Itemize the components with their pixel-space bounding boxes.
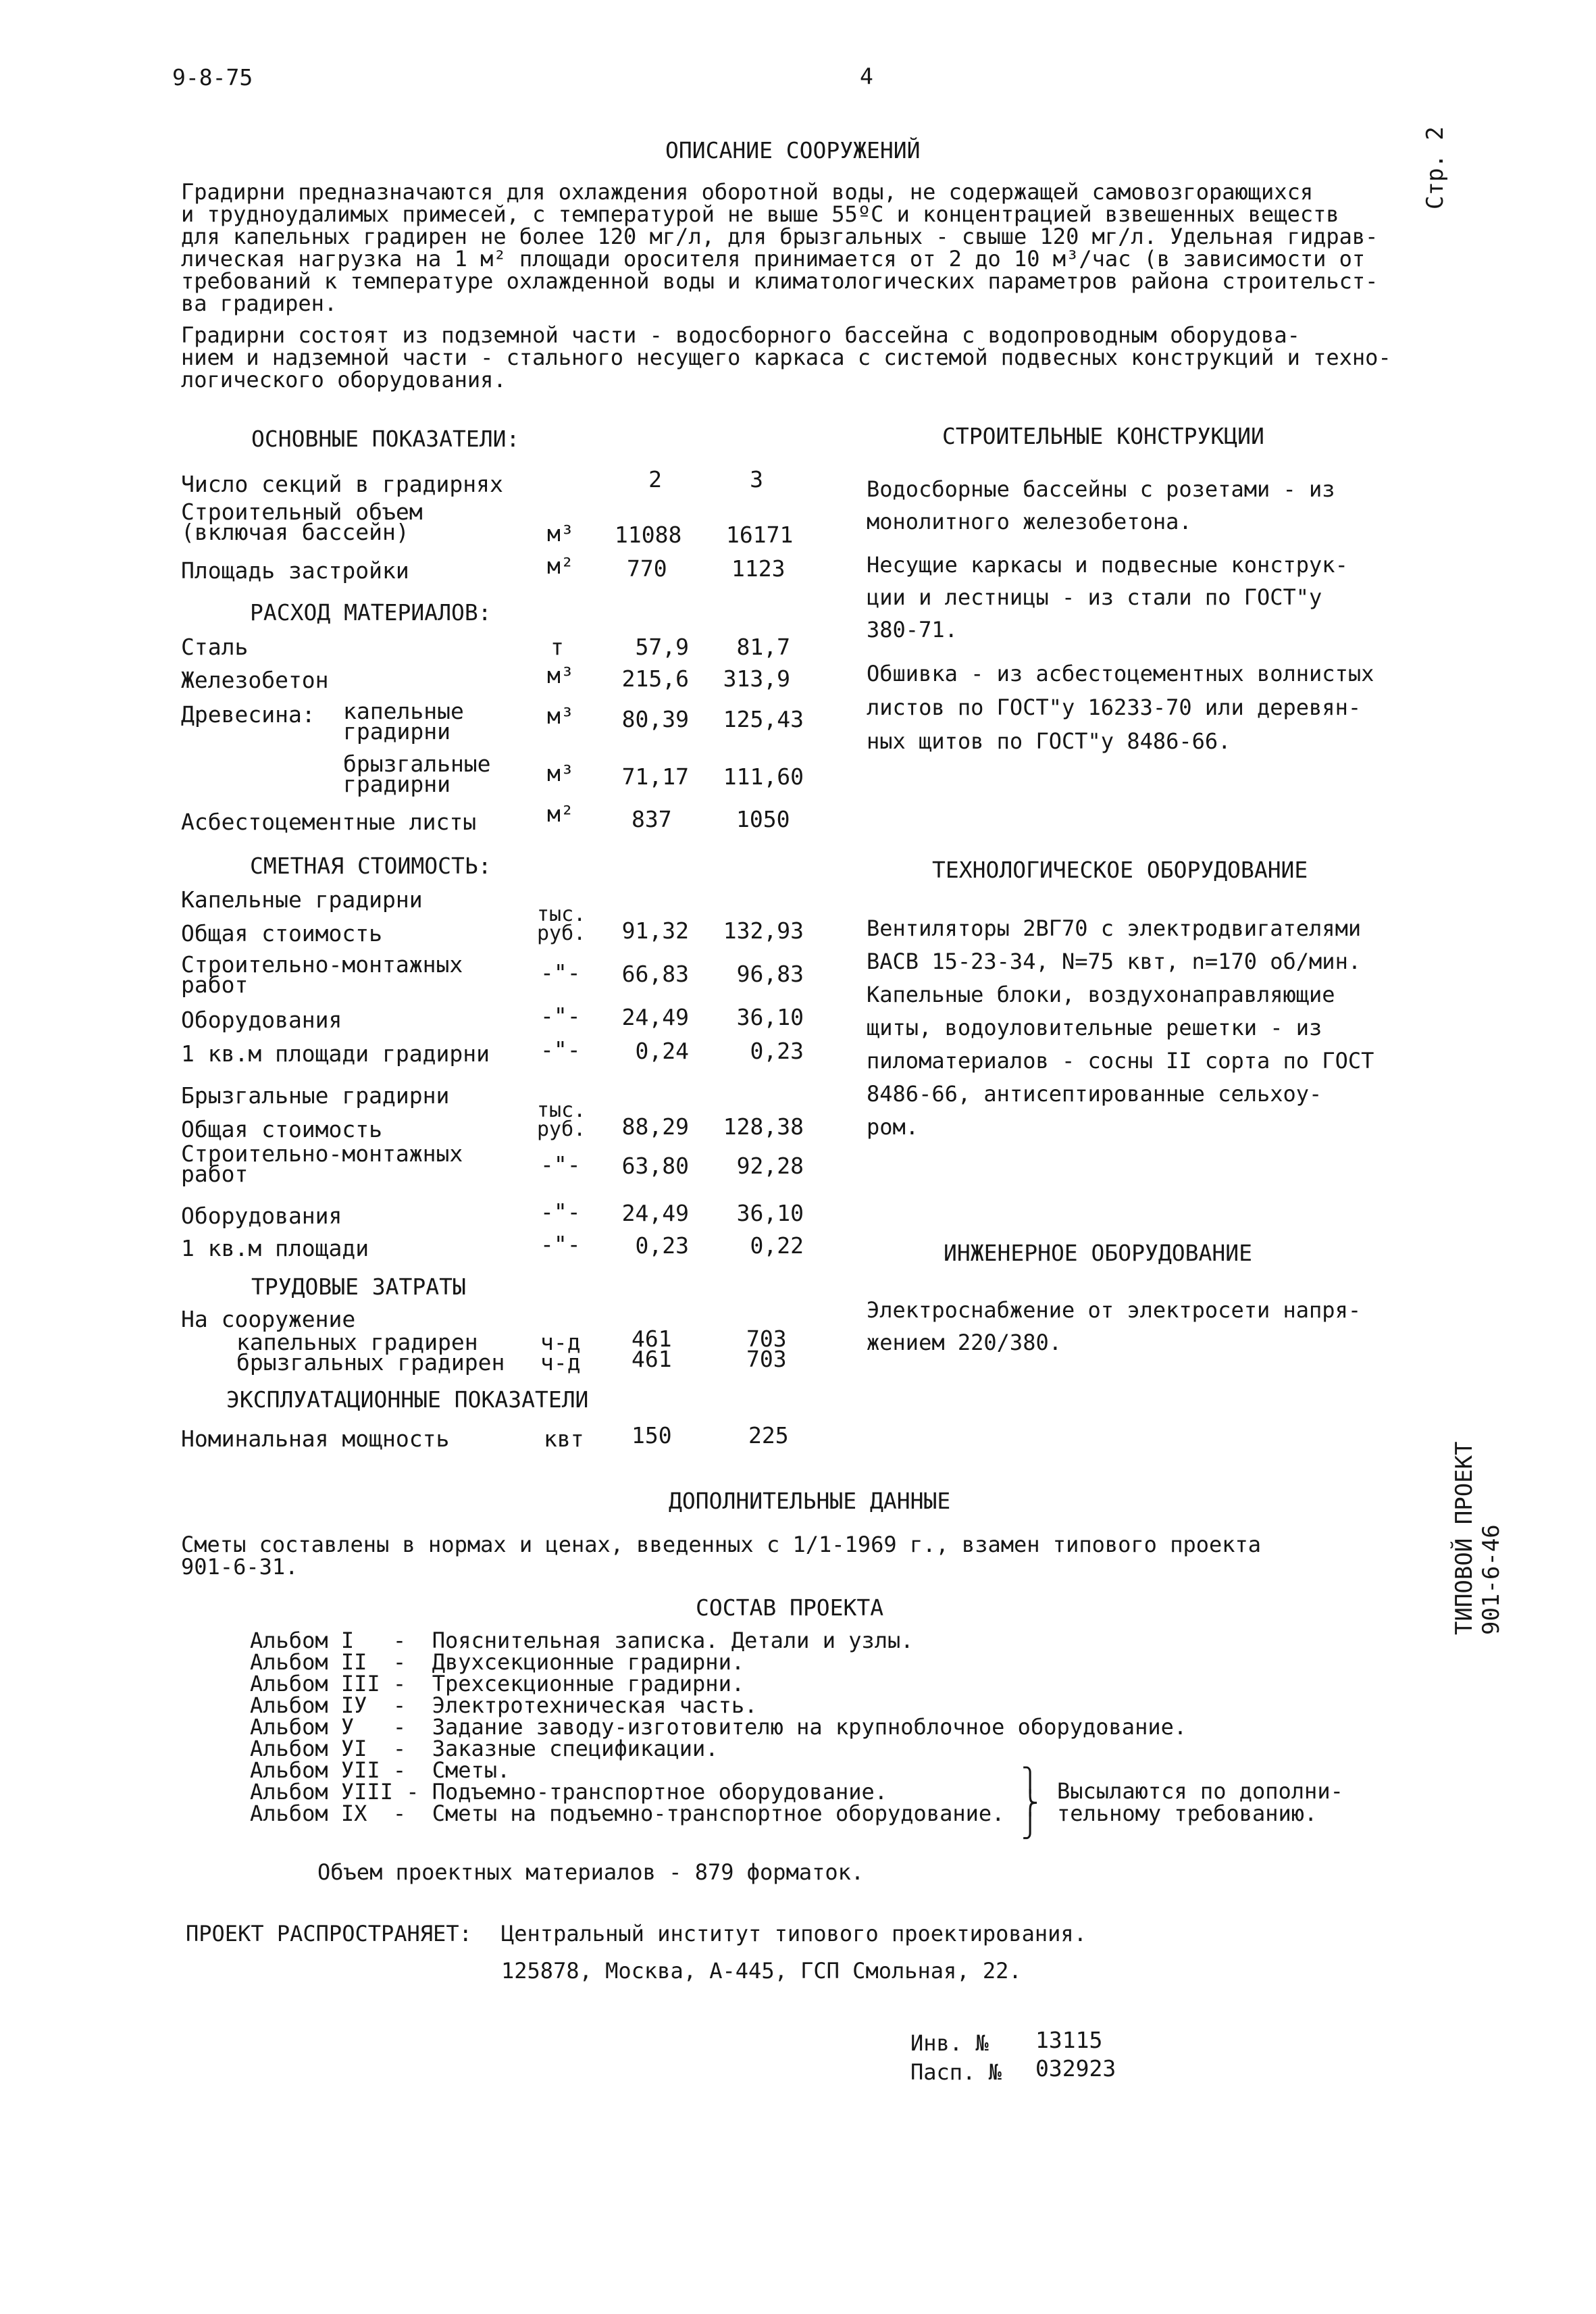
wood-drip-label: капельные градирни	[343, 698, 464, 745]
distributor-label: ПРОЕКТ РАСПРОСТРАНЯЕТ:	[186, 1921, 472, 1946]
engineering-title: ИНЖЕНЕРНОЕ ОБОРУДОВАНИЕ	[944, 1240, 1252, 1266]
album-item: Альбом У - Задание заводу-изготовителю на крупноблочное оборудование.	[250, 1714, 1187, 1740]
steel-value-3: 81,7	[736, 634, 790, 660]
power-label: Номинальная мощность	[181, 1426, 450, 1452]
drip-install-value-2: 66,83	[621, 961, 689, 987]
drip-total-value-2: 91,32	[621, 917, 689, 944]
spray-install-value-3: 92,28	[736, 1153, 804, 1179]
power-value-3: 225	[748, 1422, 789, 1449]
concrete-value-2: 215,6	[621, 665, 689, 692]
spray-total-value-2: 88,29	[621, 1113, 689, 1140]
steel-unit: т	[550, 634, 564, 660]
wood-label: Древесина:	[181, 701, 315, 728]
spray-cost-title: Брызгальные градирни	[181, 1082, 450, 1109]
spray-sqm-unit: -"-	[540, 1231, 581, 1257]
steel-value-2: 57,9	[635, 634, 689, 660]
wood-spray-value-3: 111,60	[723, 763, 804, 790]
col2-header: 2	[648, 466, 662, 493]
labor-spray-value-2: 461	[632, 1346, 672, 1372]
drip-cost-title: Капельные градирни	[181, 886, 423, 913]
area-value-3: 1123	[731, 555, 786, 582]
spray-install-label: Строительно-монтажных работ	[181, 1140, 463, 1187]
distributor-name: Центральный институт типового проектирования.	[501, 1921, 1087, 1946]
volume-unit: м³	[547, 520, 574, 547]
volume-label: Строительный объем (включая бассейн)	[181, 499, 423, 545]
album-item: Альбом I - Пояснительная записка. Детали и узлы.	[250, 1628, 914, 1653]
passport-number: 032923	[1035, 2055, 1116, 2082]
side-page-label: Стр. 2	[1422, 126, 1449, 209]
extra-data-title: ДОПОЛНИТЕЛЬНЫЕ ДАННЫЕ	[669, 1488, 951, 1514]
spray-equip-value-2: 24,49	[621, 1200, 689, 1226]
drip-sqm-label: 1 кв.м площади градирни	[181, 1040, 490, 1067]
spray-sqm-value-3: 0,22	[750, 1232, 804, 1259]
wood-spray-value-2: 71,17	[621, 763, 689, 790]
steel-label: Сталь	[181, 634, 249, 660]
volume-value-3: 16171	[726, 522, 794, 548]
drip-equip-value-3: 36,10	[736, 1004, 804, 1030]
concrete-label: Железобетон	[181, 667, 329, 693]
materials-title: РАСХОД МАТЕРИАЛОВ:	[250, 599, 492, 626]
drip-install-unit: -"-	[540, 959, 581, 986]
spray-equip-label: Оборудования	[181, 1203, 342, 1229]
wood-drip-value-3: 125,43	[723, 706, 804, 732]
spray-total-unit: тыс. руб.	[537, 1099, 586, 1141]
technology-title: ТЕХНОЛОГИЧЕСКОЕ ОБОРУДОВАНИЕ	[932, 857, 1308, 883]
spray-total-label: Общая стоимость	[181, 1116, 383, 1142]
operations-title: ЭКСПЛУАТАЦИОННЫЕ ПОКАЗАТЕЛИ	[226, 1386, 589, 1413]
distributor-address: 125878, Москва, А-445, ГСП Смольная, 22.	[501, 1958, 1022, 1984]
labor-title: ТРУДОВЫЕ ЗАТРАТЫ	[251, 1274, 466, 1300]
drip-total-label: Общая стоимость	[181, 920, 383, 947]
power-unit: квт	[544, 1426, 584, 1452]
technology-paragraph: Вентиляторы 2ВГ70 с электродвигателями ВАСВ 15-23-34, N=75 квт, n=170 об/мин. Капельные блоки, воздухонаправляющие щиты, водоуловительные решетки - из пиломатериалов - сосны II сорта по ГОСТ 8486-66, антисептированные сельхоу- ром.	[867, 915, 1374, 1140]
inventory-label: Инв. №	[910, 2030, 989, 2056]
materials-volume: Объем проектных материалов - 879 форматок.	[317, 1859, 865, 1885]
construction-paragraph-1: Водосборные бассейны с розетами - из монолитного железобетона.	[867, 476, 1335, 534]
album-item: Альбом УII - Сметы.	[250, 1757, 511, 1783]
extra-data-text: Сметы составлены в нормах и ценах, введенных с 1/1-1969 г., взамен типового проекта 901-6-31.	[181, 1532, 1262, 1580]
side-project-label	[1451, 1441, 1505, 1635]
area-value-2: 770	[627, 555, 667, 582]
drip-total-value-3: 132,93	[723, 917, 804, 944]
album-item: Альбом IУ - Электротехническая часть.	[250, 1692, 758, 1718]
drip-sqm-value-3: 0,23	[750, 1038, 804, 1064]
labor-spray-unit: ч-д	[540, 1349, 581, 1376]
drip-install-value-3: 96,83	[736, 961, 804, 987]
album-item: Альбом II - Двухсекционные градирни.	[250, 1649, 745, 1675]
col3-header: 3	[750, 466, 763, 493]
side-project-number: 901-6-46	[1478, 1524, 1505, 1635]
intro-paragraph-1: Градирни предназначаются для охлаждения оборотной воды, не содержащей самовозгорающихся и трудноудалимых примесей, с температурой не выше 55ºС и концентрацией взвешенных веществ для капельных градирен не более 120 мг/л, для брызгальных - свыше 120 мг/л. Удельная гидрав- лическая нагрузка на 1 м² площади оросителя принимается от 2 до 10 м³/час (в зависимости от требований к температуре охлажденной воды и климатологических параметров района строительст- ва градирен.	[181, 179, 1379, 316]
wood-drip-unit: м³	[547, 703, 574, 729]
drip-sqm-value-2: 0,24	[635, 1038, 689, 1064]
spray-sqm-label: 1 кв.м площади	[181, 1235, 369, 1261]
drip-equip-value-2: 24,49	[621, 1004, 689, 1030]
album-list	[250, 1630, 1187, 1824]
page-number: 4	[860, 63, 873, 89]
cost-title: СМЕТНАЯ СТОИМОСТЬ:	[250, 853, 492, 879]
power-value-2: 150	[632, 1422, 672, 1449]
document-code: 9-8-75	[172, 64, 253, 91]
labor-drip-value-2: 461	[632, 1326, 672, 1352]
labor-drip-label: капельных градирен	[236, 1329, 478, 1355]
brace-mark: ⎫ ⎬ ⎭	[1023, 1767, 1037, 1840]
construction-paragraph-2: Несущие каркасы и подвесные конструк- ции и лестницы - из стали по ГОСТ"у 380-71.	[867, 552, 1348, 643]
labor-label: На сооружение	[181, 1306, 356, 1332]
labor-drip-unit: ч-д	[540, 1329, 581, 1355]
drip-sqm-unit: -"-	[540, 1036, 581, 1063]
inventory-number: 13115	[1035, 2027, 1103, 2053]
main-indicators-title: ОСНОВНЫЕ ПОКАЗАТЕЛИ:	[251, 426, 520, 452]
asbestos-value-2: 837	[632, 806, 672, 832]
asbestos-label: Асбестоцементные листы	[181, 809, 477, 835]
labor-drip-value-3: 703	[746, 1326, 787, 1352]
spray-install-value-2: 63,80	[621, 1153, 689, 1179]
concrete-value-3: 313,9	[723, 665, 790, 692]
spray-total-value-3: 128,38	[723, 1113, 804, 1140]
sections-label: Число секций в градирнях	[181, 471, 503, 497]
album-item: Альбом III - Трехсекционные градирни.	[250, 1671, 745, 1696]
spray-sqm-value-2: 0,23	[635, 1232, 689, 1259]
construction-paragraph-3: Обшивка - из асбестоцементных волнистых листов по ГОСТ"у 16233-70 или деревян- ных щитов по ГОСТ"у 8486-66.	[867, 661, 1374, 754]
passport-label: Пасп. №	[910, 2059, 1002, 2085]
labor-spray-value-3: 703	[746, 1346, 787, 1372]
drip-install-label: Строительно-монтажных работ	[181, 951, 463, 998]
side-project-title: ТИПОВОЙ ПРОЕКТ	[1451, 1441, 1478, 1635]
area-label: Площадь застройки	[181, 557, 409, 584]
page-title: ОПИСАНИЕ СООРУЖЕНИЙ	[665, 137, 921, 164]
area-unit: м²	[547, 553, 574, 579]
album-item: Альбом IX - Сметы на подъемно-транспортное оборудование.	[250, 1801, 1005, 1826]
wood-spray-label: брызгальные градирни	[343, 751, 491, 797]
labor-spray-label: брызгальных градирен	[236, 1349, 505, 1376]
spray-equip-value-3: 36,10	[736, 1200, 804, 1226]
asbestos-value-3: 1050	[736, 806, 790, 832]
asbestos-unit: м²	[547, 801, 574, 827]
spray-equip-unit: -"-	[540, 1199, 581, 1225]
drip-equip-label: Оборудования	[181, 1007, 342, 1033]
concrete-unit: м³	[547, 662, 574, 688]
engineering-paragraph: Электроснабжение от электросети напря- жением 220/380.	[867, 1297, 1362, 1355]
wood-spray-unit: м³	[547, 760, 574, 786]
spray-install-unit: -"-	[540, 1151, 581, 1178]
albums-note: Высылаются по дополни- тельному требованию.	[1057, 1778, 1343, 1826]
volume-value-2: 11088	[615, 522, 682, 548]
construction-title: СТРОИТЕЛЬНЫЕ КОНСТРУКЦИИ	[942, 423, 1264, 449]
drip-equip-unit: -"-	[540, 1003, 581, 1029]
composition-title: СОСТАВ ПРОЕКТА	[696, 1594, 884, 1621]
intro-paragraph-2: Градирни состоят из подземной части - водосборного бассейна с водопроводным оборудова- нием и надземной части - стального несущего каркаса с системой подвесных конструкций и техно- логического оборудования.	[181, 322, 1391, 393]
drip-total-unit: тыс. руб.	[537, 903, 586, 945]
album-item: Альбом УIII - Подъемно-транспортное оборудование.	[250, 1779, 888, 1805]
wood-drip-value-2: 80,39	[621, 706, 689, 732]
album-item: Альбом УI - Заказные спецификации.	[250, 1736, 719, 1761]
